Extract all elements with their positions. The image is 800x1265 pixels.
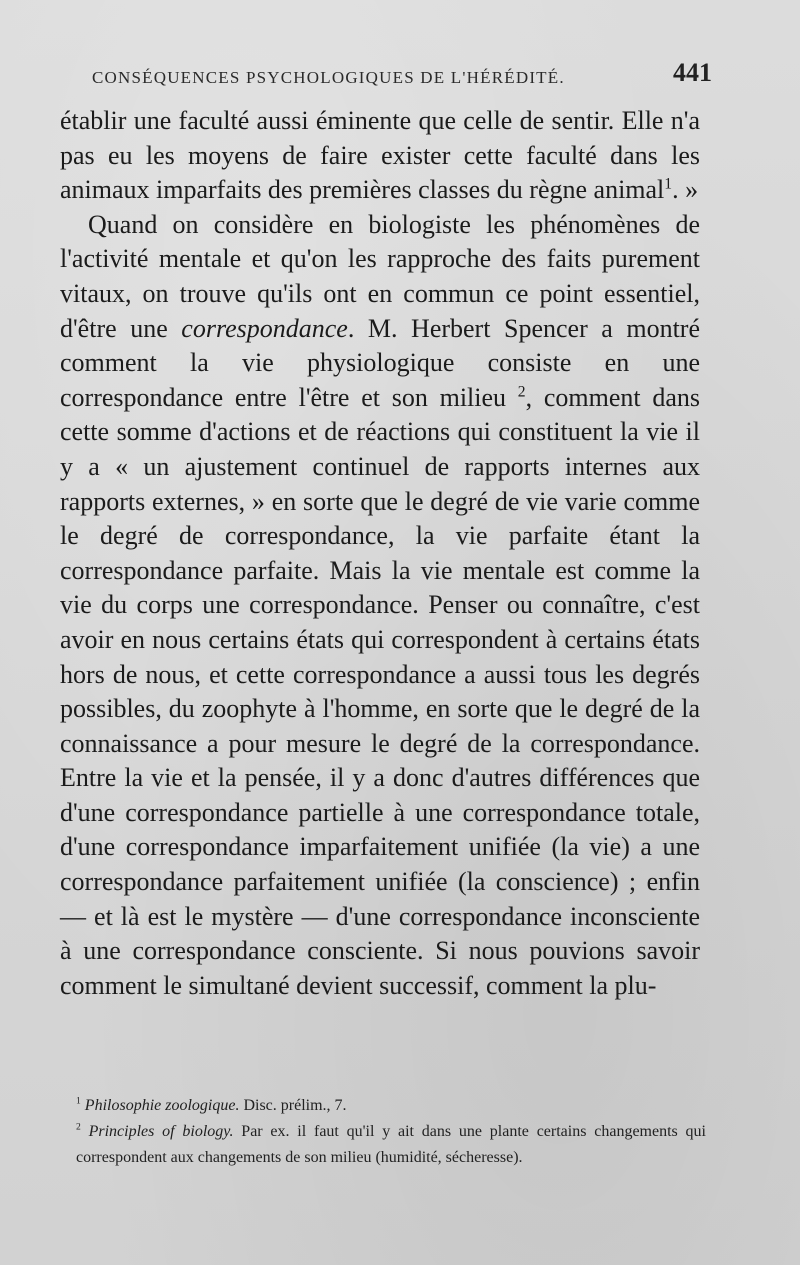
running-title: CONSÉQUENCES PSYCHOLOGIQUES DE L'HÉRÉDITÉ. xyxy=(92,68,565,87)
footnote-1-title: Philosophie zoologique. xyxy=(84,1097,240,1114)
paragraph-2-lead: Quand on considère en biologiste les phénomènes de l'activité mentale et qu'on les rapproche des faits purement vitaux, on trouve qu'ils ont en commun ce point essentiel, d'être une xyxy=(60,209,700,343)
footnote-2-marker: 2 xyxy=(76,1121,81,1133)
paragraph-1-tail: . » xyxy=(672,175,699,205)
footnote-1-text: Disc. prélim., 7. xyxy=(239,1097,347,1114)
emphasis-correspondance: correspondance xyxy=(181,313,348,343)
footnote-ref-1: 1 xyxy=(664,175,673,193)
paragraph-2-rest: , comment dans cette somme d'actions et de réactions qui constituent la vie il y a « un ajustement continuel de rapports internes aux rapports externes, » en sorte que le degré de vie varie comme le degré de correspondance, la vie parfaite étant la correspondance parfaite. Mais la vie mentale est comme la vie du corps une correspondance. Penser ou connaître, c'est avoir en nous certains états qui correspondent à certains états hors de nous, et cette correspondance a aussi tous les degrés possibles, du zoophyte à l'homme, en sorte que le degré de la connaissance a pour mesure le degré de la correspondance. Entre la vie et la pensée, il y a donc d'autres différences que d'une correspondance partielle à une correspondance totale, d'une correspondance imparfaitement unifiée (la vie) a une correspondance parfaitement unifiée (la conscience) ; enfin — et là est le mystère — d'une correspondance inconsciente à une correspondance consciente. Si nous pouvions savoir comment le simultané devient successif, comment la plu- xyxy=(60,382,700,1000)
paragraph-2 xyxy=(60,208,700,1004)
footnote-ref-2: 2 xyxy=(517,383,526,401)
paragraph-1-text: établir une faculté aussi éminente que celle de sentir. Elle n'a pas eu les moyens de faire exister cette faculté dans les animaux imparfaits des premières classes du règne animal xyxy=(60,106,700,205)
footnote-1-marker: 1 xyxy=(76,1095,81,1107)
body-text xyxy=(60,104,700,1003)
running-head xyxy=(60,58,712,100)
footnote-1 xyxy=(76,1093,706,1119)
footnote-2-title: Principles of biology. xyxy=(88,1123,234,1140)
footnote-2 xyxy=(76,1119,706,1171)
footnote-2-text: Par ex. il faut qu'il y ait dans une plante certains changements qui correspondent aux changements de son milieu (humidité, sécheresse). xyxy=(76,1123,706,1166)
paragraph-2-mid: . M. Herbert Spencer a montré comment la vie physiologique consiste en une correspondance entre l'être et son milieu xyxy=(60,313,700,412)
footnotes xyxy=(76,1093,706,1171)
page-number: 441 xyxy=(673,58,712,87)
paragraph-1 xyxy=(60,104,700,208)
